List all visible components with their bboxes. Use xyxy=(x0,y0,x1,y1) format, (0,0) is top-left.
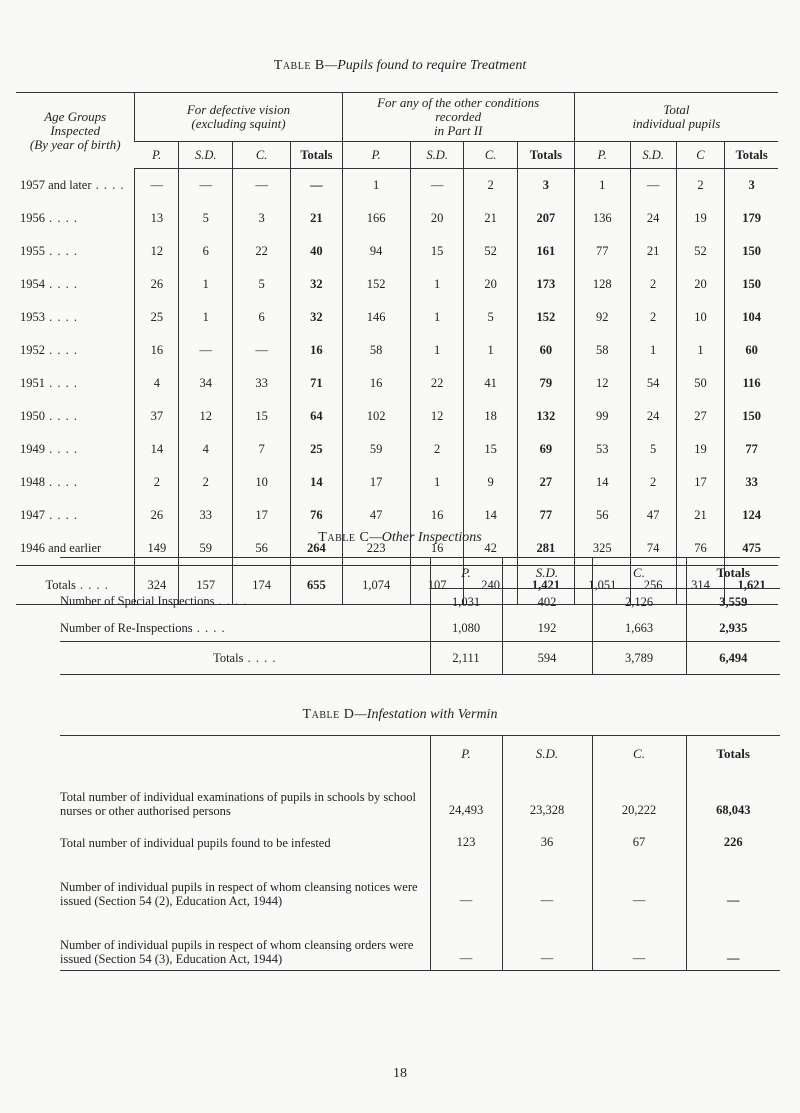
table-cell: 94 xyxy=(342,235,410,268)
table-cell: 76 xyxy=(291,499,342,532)
table-cell: — xyxy=(430,854,502,912)
col-header: P. xyxy=(342,142,410,169)
table-c xyxy=(60,557,780,675)
table-cell: 53 xyxy=(574,433,630,466)
table-cell: 79 xyxy=(517,367,574,400)
row-label: 1956 . . xyxy=(16,202,135,235)
table-cell: — xyxy=(291,169,342,203)
table-cell: 18 xyxy=(464,400,518,433)
table-cell: 92 xyxy=(574,301,630,334)
table-cell: 5 xyxy=(179,202,233,235)
table-cell: — xyxy=(502,854,592,912)
table-cell: 1 xyxy=(574,169,630,203)
table-b-title xyxy=(0,58,800,74)
table-cell: 22 xyxy=(410,367,464,400)
table-cell: — xyxy=(686,854,780,912)
table-cell: 123 xyxy=(430,822,502,854)
row-label: 1951 . . xyxy=(16,367,135,400)
table-cell: 2 xyxy=(630,466,676,499)
col-header: P. xyxy=(135,142,179,169)
table-cell: 2 xyxy=(410,433,464,466)
table-cell: 16 xyxy=(291,334,342,367)
row-label: Number of individual pupils in respect of whom cleansing notices were issued (Section 54 (2), Education Act, 1944) xyxy=(60,880,418,908)
row-label: Total number of individual pupils found to be infested xyxy=(60,836,331,850)
table-cell: 240 xyxy=(464,566,518,605)
table-cell: 1,621 xyxy=(725,566,778,605)
table-cell: 2 xyxy=(676,169,725,203)
table-cell: 42 xyxy=(464,532,518,566)
row-label: 1952 . . xyxy=(16,334,135,367)
table-cell: 15 xyxy=(410,235,464,268)
table-cell: 12 xyxy=(574,367,630,400)
table-cell: 17 xyxy=(676,466,725,499)
table-cell: 5 xyxy=(630,433,676,466)
row-label: 1953 . . xyxy=(16,301,135,334)
table-cell: 16 xyxy=(135,334,179,367)
table-cell: — xyxy=(179,334,233,367)
table-cell: 33 xyxy=(233,367,291,400)
table-cell: 1,074 xyxy=(342,566,410,605)
table-cell: 132 xyxy=(517,400,574,433)
table-row xyxy=(60,615,780,642)
table-cell: 226 xyxy=(686,822,780,854)
table-b xyxy=(16,92,778,605)
table-cell: 136 xyxy=(574,202,630,235)
col-header: S.D. xyxy=(179,142,233,169)
table-cell: 67 xyxy=(592,822,686,854)
table-cell: 52 xyxy=(676,235,725,268)
table-row xyxy=(16,400,778,433)
table-cell: 152 xyxy=(517,301,574,334)
col-header: C. xyxy=(464,142,518,169)
table-cell: 161 xyxy=(517,235,574,268)
table-cell: 1,080 xyxy=(430,615,502,642)
table-cell: 2,935 xyxy=(686,615,780,642)
col-header: C. xyxy=(592,558,686,589)
table-cell: 4 xyxy=(179,433,233,466)
col-header: S.D. xyxy=(410,142,464,169)
table-cell: — xyxy=(686,912,780,970)
table-cell: 152 xyxy=(342,268,410,301)
table-cell: 20 xyxy=(464,268,518,301)
table-cell: 655 xyxy=(291,566,342,605)
table-cell: 1,421 xyxy=(517,566,574,605)
table-row xyxy=(16,499,778,532)
table-cell: 1 xyxy=(410,466,464,499)
table-cell: 1,031 xyxy=(430,589,502,616)
table-row xyxy=(60,912,780,970)
table-cell: 71 xyxy=(291,367,342,400)
table-cell: 27 xyxy=(517,466,574,499)
col-header: C. xyxy=(592,736,686,773)
table-cell: — xyxy=(135,169,179,203)
table-b-prefix: Table B xyxy=(273,58,325,73)
table-cell: 264 xyxy=(291,532,342,566)
table-cell: 1 xyxy=(179,301,233,334)
table-cell: 60 xyxy=(517,334,574,367)
table-cell: 77 xyxy=(517,499,574,532)
table-cell: 32 xyxy=(291,301,342,334)
table-cell: 10 xyxy=(233,466,291,499)
table-cell: 6,494 xyxy=(686,642,780,675)
table-cell: 9 xyxy=(464,466,518,499)
table-cell: 77 xyxy=(574,235,630,268)
table-cell: 207 xyxy=(517,202,574,235)
table-cell: 475 xyxy=(725,532,778,566)
row-label: 1948 . . xyxy=(16,466,135,499)
table-cell: 314 xyxy=(676,566,725,605)
other-conditions-header: For any of the other conditions recorded in Part II xyxy=(342,93,574,142)
col-header: Totals xyxy=(517,142,574,169)
table-row xyxy=(16,169,778,203)
table-cell: 16 xyxy=(342,367,410,400)
table-cell: 22 xyxy=(233,235,291,268)
table-cell: 19 xyxy=(676,202,725,235)
table-cell: 1 xyxy=(676,334,725,367)
table-cell: 20 xyxy=(410,202,464,235)
table-cell: 6 xyxy=(179,235,233,268)
table-cell: 21 xyxy=(464,202,518,235)
table-cell: 5 xyxy=(464,301,518,334)
table-cell: 23,328 xyxy=(502,772,592,822)
table-cell: 26 xyxy=(135,499,179,532)
table-c-title xyxy=(0,530,800,546)
row-label: 1954 . . xyxy=(16,268,135,301)
table-cell: 10 xyxy=(676,301,725,334)
table-cell: 20,222 xyxy=(592,772,686,822)
table-cell: 47 xyxy=(630,499,676,532)
table-cell: 150 xyxy=(725,268,778,301)
table-cell: 3,559 xyxy=(686,589,780,616)
table-cell: 27 xyxy=(676,400,725,433)
table-cell: 12 xyxy=(135,235,179,268)
age-group-header: Age Groups Inspected (By year of birth) xyxy=(29,108,121,152)
table-cell: 14 xyxy=(464,499,518,532)
table-cell: 107 xyxy=(410,566,464,605)
table-c-subtitle: —Other Inspections xyxy=(369,530,482,545)
col-header: P. xyxy=(574,142,630,169)
table-cell: 174 xyxy=(233,566,291,605)
totals-label: Totals . . xyxy=(60,642,430,675)
table-cell: 15 xyxy=(233,400,291,433)
table-cell: 402 xyxy=(502,589,592,616)
table-cell: 173 xyxy=(517,268,574,301)
table-cell: 104 xyxy=(725,301,778,334)
table-cell: 1 xyxy=(464,334,518,367)
table-d-prefix: Table D xyxy=(302,707,355,722)
table-cell: 68,043 xyxy=(686,772,780,822)
table-c-prefix: Table C xyxy=(318,530,370,545)
table-cell: 1 xyxy=(410,334,464,367)
table-cell: 50 xyxy=(676,367,725,400)
table-cell: 21 xyxy=(676,499,725,532)
table-cell: 2 xyxy=(630,268,676,301)
row-label: Number of individual pupils in respect of whom cleansing orders were issued (Section 54 (3), Education Act, 1944) xyxy=(60,937,414,966)
table-row xyxy=(60,854,780,912)
table-d-subtitle: —Infestation with Vermin xyxy=(354,707,498,722)
table-cell: 26 xyxy=(135,268,179,301)
table-cell: 256 xyxy=(630,566,676,605)
table-d xyxy=(60,735,780,971)
table-cell: 2 xyxy=(135,466,179,499)
totals-row xyxy=(60,642,780,675)
col-header: C. xyxy=(233,142,291,169)
table-cell: 24,493 xyxy=(430,772,502,822)
total-pupils-header: Total individual pupils xyxy=(574,93,778,142)
table-row xyxy=(16,202,778,235)
table-cell: — xyxy=(179,169,233,203)
table-cell: 150 xyxy=(725,400,778,433)
col-header: S.D. xyxy=(630,142,676,169)
table-cell: — xyxy=(410,169,464,203)
table-cell: — xyxy=(233,334,291,367)
table-cell: 76 xyxy=(676,532,725,566)
row-label: 1957 and later . . xyxy=(16,169,135,203)
table-cell: 1 xyxy=(410,301,464,334)
table-cell: 33 xyxy=(725,466,778,499)
table-cell: 41 xyxy=(464,367,518,400)
table-row xyxy=(16,433,778,466)
table-row xyxy=(16,367,778,400)
table-cell: 20 xyxy=(676,268,725,301)
table-cell: 1 xyxy=(630,334,676,367)
row-label: 1949 . . xyxy=(16,433,135,466)
table-cell: 32 xyxy=(291,268,342,301)
table-cell: 1 xyxy=(410,268,464,301)
table-cell: 124 xyxy=(725,499,778,532)
table-cell: 2 xyxy=(630,301,676,334)
table-cell: 594 xyxy=(502,642,592,675)
table-d-corner xyxy=(60,736,430,773)
col-header: S.D. xyxy=(502,736,592,773)
table-row xyxy=(16,466,778,499)
table-cell: 74 xyxy=(630,532,676,566)
table-cell: 21 xyxy=(291,202,342,235)
table-cell: — xyxy=(430,912,502,970)
table-row xyxy=(16,334,778,367)
row-label: 1950 . . xyxy=(16,400,135,433)
table-cell: 33 xyxy=(179,499,233,532)
table-cell: 14 xyxy=(135,433,179,466)
table-cell: 1 xyxy=(342,169,410,203)
table-cell: — xyxy=(630,169,676,203)
defective-vision-header: For defective vision (excluding squint) xyxy=(135,93,342,142)
table-row xyxy=(60,772,780,822)
row-label: Total number of individual examinations of pupils in schools by school nurses or other authorised persons xyxy=(60,790,417,818)
table-row xyxy=(16,301,778,334)
table-row xyxy=(60,822,780,854)
row-label: 1946 and earlier xyxy=(20,541,102,555)
table-cell: 58 xyxy=(342,334,410,367)
col-header: Totals xyxy=(686,558,780,589)
table-cell: 12 xyxy=(410,400,464,433)
table-cell: 77 xyxy=(725,433,778,466)
table-cell: 52 xyxy=(464,235,518,268)
table-cell: 128 xyxy=(574,268,630,301)
table-cell: 14 xyxy=(291,466,342,499)
table-row xyxy=(16,235,778,268)
table-row xyxy=(60,589,780,616)
table-cell: 223 xyxy=(342,532,410,566)
table-cell: 1,663 xyxy=(592,615,686,642)
table-cell: 179 xyxy=(725,202,778,235)
table-cell: 21 xyxy=(630,235,676,268)
table-cell: 3 xyxy=(233,202,291,235)
table-cell: 56 xyxy=(233,532,291,566)
table-cell: 325 xyxy=(574,532,630,566)
table-cell: 14 xyxy=(574,466,630,499)
table-cell: 36 xyxy=(502,822,592,854)
row-label: Number of Re-Inspections . . xyxy=(60,615,430,642)
col-header: S.D. xyxy=(502,558,592,589)
table-cell: — xyxy=(592,854,686,912)
table-cell: 19 xyxy=(676,433,725,466)
table-cell: 54 xyxy=(630,367,676,400)
table-cell: 59 xyxy=(342,433,410,466)
table-cell: — xyxy=(502,912,592,970)
table-cell: 324 xyxy=(135,566,179,605)
table-cell: 64 xyxy=(291,400,342,433)
table-cell: 146 xyxy=(342,301,410,334)
table-cell: 60 xyxy=(725,334,778,367)
row-label: 1947 . . xyxy=(16,499,135,532)
table-cell: 15 xyxy=(464,433,518,466)
table-cell: 3 xyxy=(725,169,778,203)
table-cell: 192 xyxy=(502,615,592,642)
table-cell: 58 xyxy=(574,334,630,367)
table-cell: 2 xyxy=(464,169,518,203)
table-cell: 3,789 xyxy=(592,642,686,675)
table-cell: 37 xyxy=(135,400,179,433)
table-cell: 17 xyxy=(342,466,410,499)
table-cell: 1,051 xyxy=(574,566,630,605)
table-cell: 2,126 xyxy=(592,589,686,616)
row-label: 1955 . . xyxy=(16,235,135,268)
table-cell: 166 xyxy=(342,202,410,235)
table-cell: 5 xyxy=(233,268,291,301)
table-cell: 4 xyxy=(135,367,179,400)
col-header: Totals xyxy=(725,142,778,169)
table-cell: 16 xyxy=(410,499,464,532)
table-cell: 99 xyxy=(574,400,630,433)
table-b-subtitle: —Pupils found to require Treatment xyxy=(324,58,527,73)
col-header: Totals xyxy=(686,736,780,773)
table-cell: 12 xyxy=(179,400,233,433)
table-c-corner xyxy=(60,558,430,589)
table-cell: 69 xyxy=(517,433,574,466)
table-cell: 157 xyxy=(179,566,233,605)
table-cell: 47 xyxy=(342,499,410,532)
table-cell: 116 xyxy=(725,367,778,400)
table-cell: 16 xyxy=(410,532,464,566)
table-cell: 7 xyxy=(233,433,291,466)
table-cell: 13 xyxy=(135,202,179,235)
totals-label: Totals . . xyxy=(16,566,135,605)
table-cell: 34 xyxy=(179,367,233,400)
table-cell: 102 xyxy=(342,400,410,433)
col-header: P. xyxy=(430,736,502,773)
table-cell: 17 xyxy=(233,499,291,532)
table-d-title xyxy=(0,707,800,723)
table-cell: 149 xyxy=(135,532,179,566)
table-row xyxy=(16,268,778,301)
page-number: 18 xyxy=(393,1066,407,1081)
row-label: Number of Special Inspections . . xyxy=(60,589,430,616)
col-header: P. xyxy=(430,558,502,589)
table-cell: 24 xyxy=(630,202,676,235)
table-cell: — xyxy=(233,169,291,203)
table-cell: 150 xyxy=(725,235,778,268)
table-cell: 2 xyxy=(179,466,233,499)
table-cell: 25 xyxy=(291,433,342,466)
table-cell: 25 xyxy=(135,301,179,334)
table-cell: 6 xyxy=(233,301,291,334)
col-header: C xyxy=(676,142,725,169)
table-cell: 1 xyxy=(179,268,233,301)
table-cell: 2,111 xyxy=(430,642,502,675)
table-cell: 24 xyxy=(630,400,676,433)
table-cell: — xyxy=(592,912,686,970)
table-cell: 59 xyxy=(179,532,233,566)
col-header: Totals xyxy=(291,142,342,169)
table-cell: 40 xyxy=(291,235,342,268)
table-cell: 56 xyxy=(574,499,630,532)
table-cell: 281 xyxy=(517,532,574,566)
table-cell: 3 xyxy=(517,169,574,203)
